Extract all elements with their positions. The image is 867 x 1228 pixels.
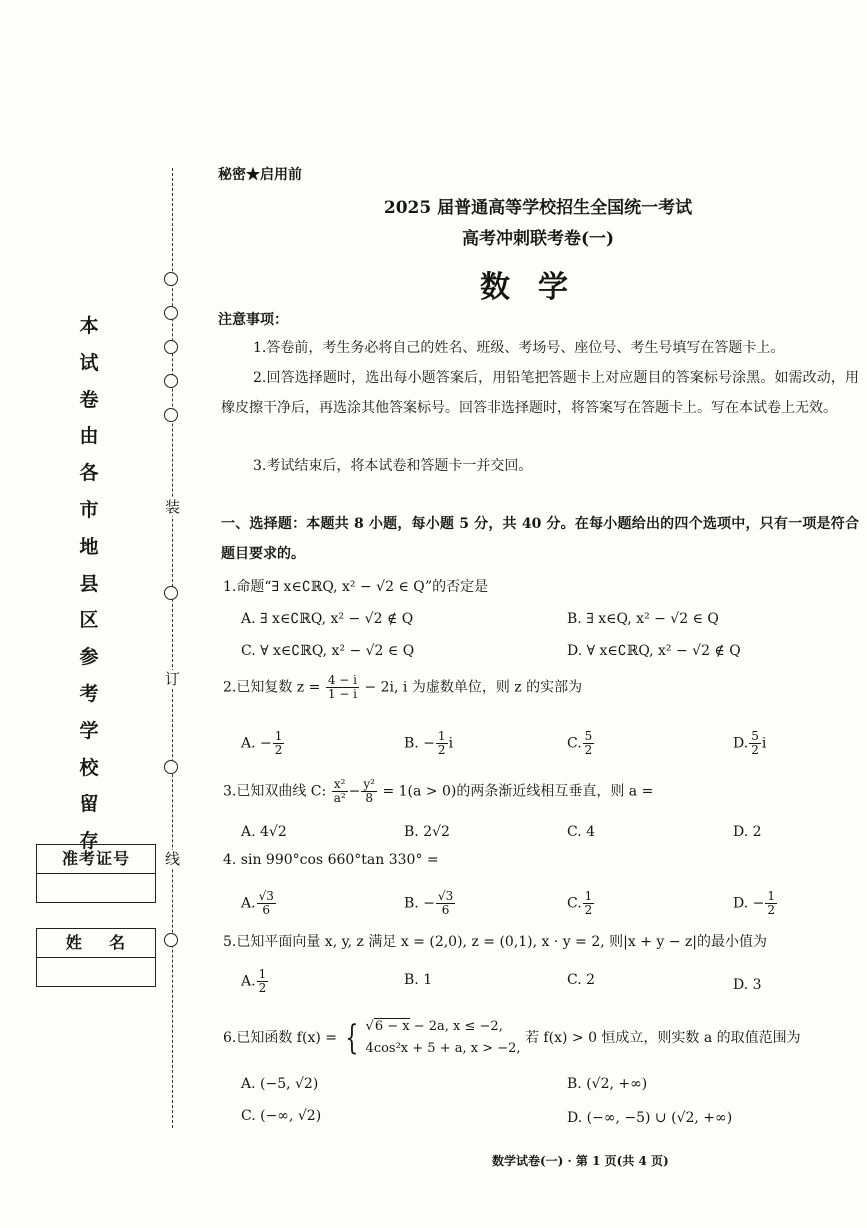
q2-stem-fraction: $\frac{4 - i}{1 - i}$ — [327, 673, 357, 701]
q5-option-b: B. 1 — [404, 972, 433, 988]
q6-option-b: B. (√2, +∞) — [567, 1076, 648, 1092]
secret-mark: 秘密★启用前 — [218, 167, 302, 183]
notice-heading: 注意事项： — [218, 312, 288, 328]
q2-stem-end: − 2i, i 为虚数单位，则 z 的实部为 — [364, 679, 583, 696]
exam-id-box — [36, 844, 156, 903]
name-label: 姓 名 — [37, 929, 155, 958]
q6-option-c: C. (−∞, √2) — [241, 1108, 322, 1124]
q5-stem: 5.已知平面向量 x, y, z 满足 x = (2,0), z = (0,1), x · y = 2, 则|x + y − z|的最小值为 — [223, 934, 768, 950]
q2-stem-start: 2.已知复数 z = — [223, 679, 321, 696]
exam-id-label: 准考证号 — [37, 845, 155, 874]
q4-stem: 4. sin 990°cos 660°tan 330° = — [223, 852, 439, 868]
section1-heading: 一、选择题：本题共 8 小题，每小题 5 分，共 40 分。在每小题给出的四个选项中，只有一项是符合题目要求的。 — [221, 516, 859, 562]
bind-char-ding: 订 — [165, 670, 181, 688]
vertical-retain-note: 本试卷由各市地县区参考学校留存 — [79, 315, 99, 853]
piecewise-cases: √6 − x − 2a, x ≤ −2, 4cos²x + 5 + a, x > −2, — [365, 1019, 521, 1056]
bind-char-zhuang: 装 — [165, 498, 181, 516]
q4-option-d: D. − $\frac{1}{2}$ — [733, 889, 775, 917]
q4-option-a: A. $\frac{√3}{6}$ — [241, 889, 274, 917]
exam-subtitle: 高考冲刺联考卷(一) — [461, 229, 615, 249]
notice-item-1: 1.答卷前，考生务必将自己的姓名、班级、考场号、座位号、考生号填写在答题卡上。 — [253, 340, 785, 356]
q1-stem: 1.命题“∃ x∈∁ℝQ, x² − √2 ∈ Q”的否定是 — [223, 579, 489, 595]
q3-option-a: A. 4√2 — [241, 824, 287, 840]
piecewise-brace: { — [345, 1018, 359, 1058]
notice-item-3: 3.考试结束后，将本试卷和答题卡一并交回。 — [253, 458, 533, 474]
q2-option-d: D. $\frac{5}{2}$ i — [733, 729, 767, 757]
q1-option-d: D. ∀ x∈∁ℝQ, x² − √2 ∉ Q — [567, 643, 741, 659]
binding-hole — [164, 586, 178, 600]
q2-stem — [223, 674, 582, 701]
q5-option-a: A. $\frac{1}{2}$ — [241, 967, 267, 995]
q5-option-d: D. 3 — [733, 977, 762, 993]
bind-char-xian: 线 — [165, 850, 181, 868]
exam-id-field[interactable] — [37, 874, 155, 902]
subject-title: 数学 — [480, 270, 596, 305]
q1-option-b: B. ∃ x∈Q, x² − √2 ∈ Q — [567, 611, 719, 627]
q3-option-c: C. 4 — [567, 824, 596, 840]
q5-option-c: C. 2 — [567, 972, 596, 988]
q3-option-d: D. 2 — [733, 824, 762, 840]
q1-option-c: C. ∀ x∈∁ℝQ, x² − √2 ∈ Q — [241, 643, 415, 659]
q2-option-b: B. − $\frac{1}{2}$ i — [404, 729, 454, 757]
q3-stem: 3.已知双曲线 C: $\frac{\text{x²}}{\text{a²}}$ − $\frac{\text{y²}}{8}$ = 1(a > 0)的两条渐近线相互垂直，则 a = — [223, 777, 654, 805]
binding-hole — [164, 306, 178, 320]
page-footer: 数学试卷(一) · 第 1 页(共 4 页) — [492, 1154, 669, 1168]
q3-option-b: B. 2√2 — [404, 824, 450, 840]
q1-option-a: A. ∃ x∈∁ℝQ, x² − √2 ∉ Q — [241, 611, 414, 627]
q6-option-a: A. (−5, √2) — [241, 1076, 319, 1092]
binding-hole — [164, 340, 178, 354]
q6-stem: 6.已知函数 f(x) = { √6 − x − 2a, x ≤ −2, 4cos²x + 5 + a, x > −2, 若 f(x) > 0 恒成立，则实数 a 的取值范围为 — [223, 1018, 801, 1058]
binding-hole — [164, 760, 178, 774]
q4-option-b: B. − $\frac{√3}{6}$ — [404, 889, 454, 917]
q2-option-c: C. $\frac{5}{2}$ — [567, 729, 593, 757]
binding-hole — [164, 933, 178, 947]
q6-option-d: D. (−∞, −5) ∪ (√2, +∞) — [567, 1110, 733, 1126]
binding-hole — [164, 272, 178, 286]
notice-item-2: 2.回答选择题时，选出每小题答案后，用铅笔把答题卡上对应题目的答案标号涂黑。如需改动，用橡皮擦干净后，再选涂其他答案标号。回答非选择题时，将答案写在答题卡上。写在本试卷上无效。 — [221, 370, 859, 416]
binding-hole — [164, 374, 178, 388]
name-box — [36, 928, 156, 987]
exam-title: 2025 届普通高等学校招生全国统一考试 — [383, 198, 693, 218]
q4-option-c: C. $\frac{1}{2}$ — [567, 889, 593, 917]
q2-option-a: A. − $\frac{1}{2}$ — [241, 729, 283, 757]
binding-hole — [164, 408, 178, 422]
name-field[interactable] — [37, 958, 155, 986]
